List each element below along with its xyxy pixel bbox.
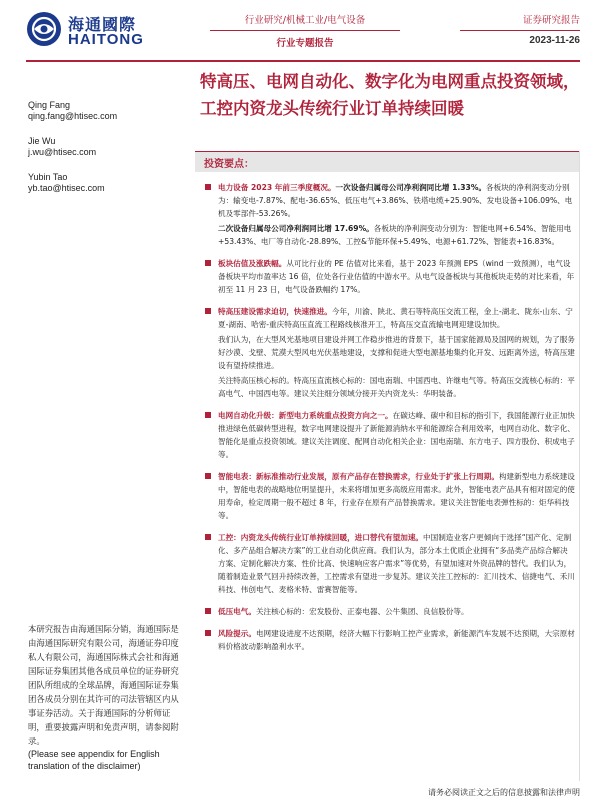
author-email[interactable]: yb.tao@htisec.com [28,183,105,193]
author-name: Yubin Tao [28,172,68,182]
author-list [28,100,178,208]
disclaimer-en: (Please see appendix for English translation of the disclaimer) [28,749,160,771]
header-divider [26,60,580,62]
bullet-lead: 低压电气。 [218,607,256,616]
content-right-rule [579,151,580,781]
haitong-logo [26,9,156,51]
bullet-uhv [205,305,575,400]
author-email[interactable]: j.wu@htisec.com [28,147,97,157]
bullet-square-icon [205,534,211,540]
bullet-paragraph [218,627,575,653]
bullet-paragraph [218,409,575,461]
bullet-lead: 工控：内资龙头传统行业订单持续回暖，进口替代有望加速。 [218,533,424,542]
header-report-type: 行业专题报告 [276,38,334,49]
bullet-square-icon [205,184,211,190]
haitong-logo-icon [26,11,62,47]
report-title: 特高压、电网自动化、数字化为电网重点投资领域，工控内资龙头传统行业订单持续回暖 [200,72,580,118]
header-category-block [210,12,400,49]
author-email[interactable]: qing.fang@htisec.com [28,111,118,121]
bullet-power-equipment [205,181,575,248]
bullet-lead: 电力设备 2023 年前三季度概况。 [218,183,336,192]
bullet-square-icon [205,260,211,266]
bullet-text: 关注核心标的：宏发股份、正泰电器、公牛集团、良信股份等。 [255,607,469,616]
author-name: Jie Wu [28,136,56,146]
bullet-paragraph [218,470,575,522]
bullet-lead: 特高压建设需求迫切，快速推进。 [218,307,332,316]
bullet-text: 中国制造业客户更倾向于选择“国产化、定制化、多产品组合解决方案”的工业自动化供应商。我们认为，部分本土优质企业拥有“多品类产品综合解决方案、定制化解决方案、性价比高、快速响应客户需求”等优势，有望加速对外资品牌的替代。我们认为，随着制造业景气回升持续改善，工控需求有望进一步复苏。建议关注工控标的：汇川技术、信捷电气、禾川科技、伟创电气、麦格米特、雷赛智能等。 [218,533,575,594]
header-right-block [460,12,580,46]
bullet-text: 各板块的净利润变动分别为：智能电网+6.54%、智能用电+53.43%、电厂等自动化-28.89%、工控&节能环保+5.49%、电源+61.72%、智能表+16.83%。 [218,224,572,246]
summary-content [205,181,575,662]
bullet-square-icon [205,630,211,636]
bullet-square-icon [205,473,211,479]
bullet-paragraph [218,531,575,596]
bullet-text: 从可比行业的 PE 估值对比来看，基于 2023 年预测 EPS（wind 一致预测），电气设备板块平均市盈率达 16 倍，位处各行业估值的中游水平。从电气设备板块与其他板块走势的对比来看，年初至 11 月 23 日，电气设备跌幅约 17%。 [218,259,575,294]
bullet-lead: 电网自动化升级：新型电力系统重点投资方向之一。 [218,411,393,420]
bullet-industrial-control [205,531,575,596]
bullet-low-voltage [205,605,575,618]
disclaimer-block [28,622,186,772]
bullet-paragraph [218,257,575,296]
author-entry [28,136,178,158]
bullet-paragraph [218,305,575,331]
summary-heading: 投资要点： [204,159,254,170]
bullet-paragraph [218,181,575,220]
bullet-risk [205,627,575,653]
bullet-text: 今年，川渝、陕北、黄石等特高压交流工程，金上-湖北、陇东-山东、宁夏-湖南、哈密-重庆特高压直流工程路线核准开工，特高压交直流输电网迎建设加快。 [218,307,573,329]
bullet-grid-automation [205,409,575,461]
author-entry [28,100,178,122]
bullet-bold-text: 一次设备归属母公司净利润同比增 1.33%。 [335,183,487,192]
header-category: 行业研究/机械工业/电气设备 [210,12,400,31]
bullet-square-icon [205,412,211,418]
bullet-paragraph: 我们认为，在大型风光基地项目建设并网工作稳步推进的背景下，基于国家能源局及国网的规划，为了服务好沙漠、戈壁、荒漠大型风电光伏基地建设，支撑和促进大型电源基地集约化开发、远距离外送，特高压建设有望持续推进。 [218,335,575,370]
summary-heading-bar [195,151,580,172]
logo-cn-text: 海通國際 [68,15,137,34]
bullet-text: 各板块的净利润变动分别为：输变电-7.87%、配电-36.65%、低压电气+3.86%、铁塔电缆+25.90%、发电设备+106.09%、电机及零部件-53.26%。 [218,183,573,218]
bullet-valuation [205,257,575,296]
bullet-text: 构建新型电力系统建设中，智能电表的战略地位明显提升，未来将增加更多高级应用需求。此外，智能电表产品具有相对固定的使用寿命，检定周期一般不超过 8 年，行业存在原有产品替换需求。建议关注智能电表弹性标的：炬华科技等。 [218,472,575,520]
author-name: Qing Fang [28,100,71,110]
bullet-text: 在碳达峰、碳中和目标的指引下，我国能源行业正加快推进绿色低碳转型进程，数字电网建设提升了新能源消纳水平和能源综合利用效率，电网自动化、数字化、智能化是重点投资领域。建议关注调度、配网自动化相关企业：国电南瑞、东方电子、四方股份、积成电子等。 [218,411,575,459]
bullet-smart-meter [205,470,575,522]
logo-en-text: HAITONG [68,31,144,48]
disclaimer-cn: 本研究报告由海通国际分销，海通国际是由海通国际研究有限公司，海通证券印度私人有限公司，海通国际株式会社和海通国际证券集团其他各成员单位的证券研究团队所组成的全球品牌，海通国际证券集团各成员分别在其许可的司法管辖区内从事证券活动。关于海通国际的分析师证明，重要披露声明和免责声明，请参阅附录。 [28,624,179,746]
bullet-bold-text: 二次设备归属母公司净利润同比增 17.69%。 [218,224,374,233]
header-date: 2023-11-26 [529,35,580,46]
author-entry [28,172,178,194]
bullet-paragraph: 关注特高压核心标的。特高压直流核心标的：国电南瑞、中国西电、许继电气等。特高压交流核心标的：平高电气、中国西电等。建议关注细分领域分接开关内资龙头：华明装备。 [218,376,575,398]
bullet-lead: 风险提示。 [218,629,256,638]
bullet-lead: 智能电表：新标准推动行业发展，原有产品存在替换需求，行业处于扩张上行周期。 [218,472,499,481]
bullet-lead: 板块估值及涨跌幅。 [218,259,287,268]
bullet-paragraph [218,605,575,618]
header-report-label: 证券研究报告 [460,12,580,31]
bullet-square-icon [205,308,211,314]
bullet-paragraph [218,222,575,248]
bullet-text: 电网建设进度不达预期，经济大幅下行影响工控产业需求，新能源汽车发展不达预期，大宗原材料价格波动影响盈利水平。 [218,629,575,651]
footer-notice: 请务必阅读正文之后的信息披露和法律声明 [428,788,580,797]
bullet-square-icon [205,608,211,614]
